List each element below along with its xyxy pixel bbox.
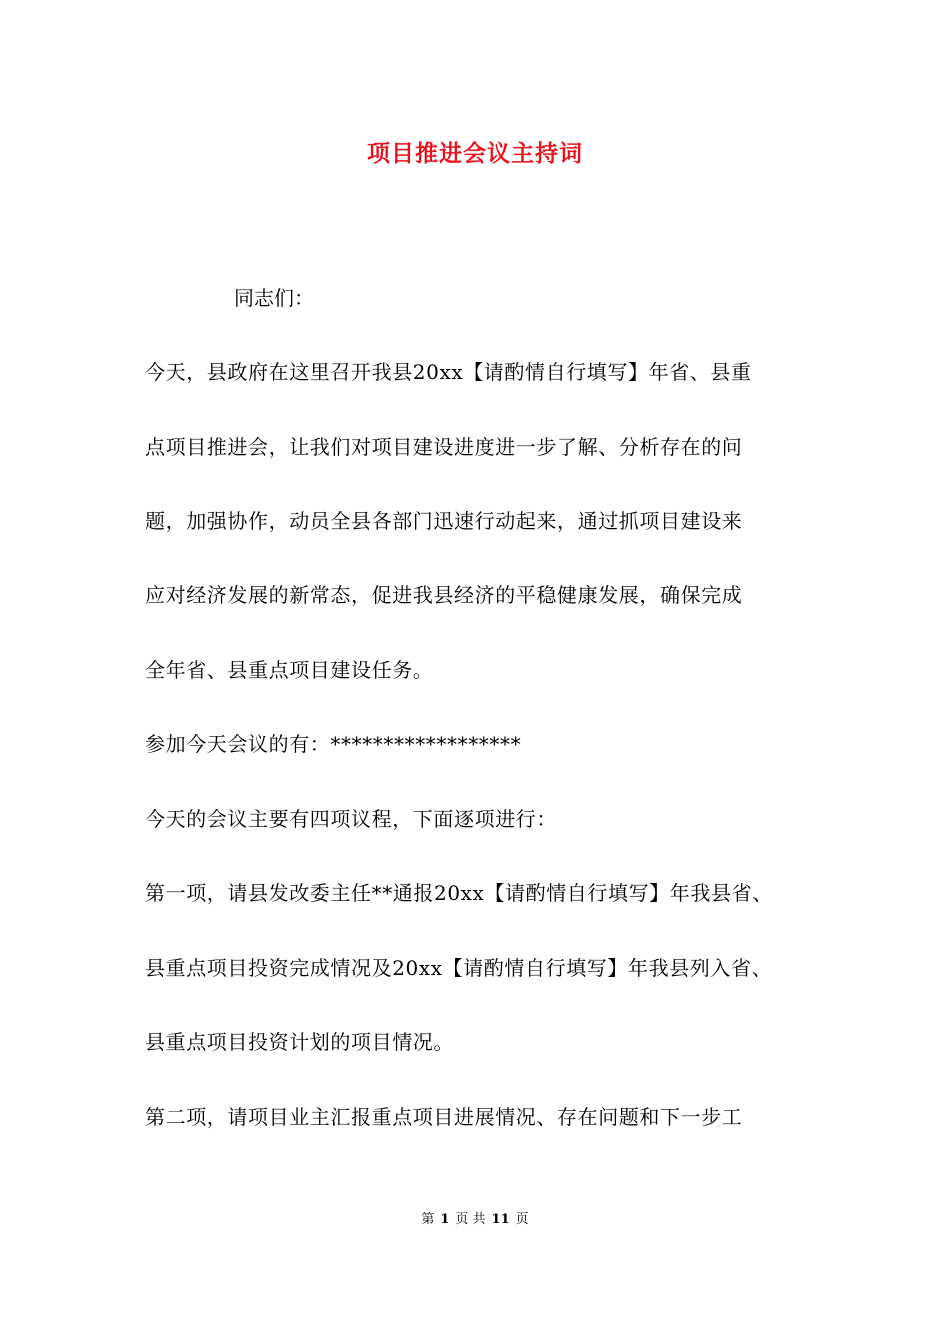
body-line: 今天的会议主要有四项议程，下面逐项进行： (145, 807, 557, 831)
document-title: 项目推进会议主持词 (367, 140, 583, 167)
body-line: 今天，县政府在这里召开我县20xx【请酌情自行填写】年省、县重 (145, 360, 752, 384)
body-line: 参加今天会议的有：****************** (145, 732, 522, 756)
body-line: 应对经济发展的新常态，促进我县经济的平稳健康发展，确保完成 (145, 583, 743, 607)
page-footer (0, 1208, 950, 1227)
body-line: 第一项，请县发改委主任**通报20xx【请酌情自行填写】年我县省、 (145, 881, 773, 905)
body-line: 第二项，请项目业主汇报重点项目进展情况、存在问题和下一步工 (145, 1105, 743, 1129)
body-line: 县重点项目投资完成情况及20xx【请酌情自行填写】年我县列入省、 (145, 956, 773, 980)
footer-prefix: 第 (421, 1212, 435, 1227)
body-line: 点项目推进会，让我们对项目建设进度进一步了解、分析存在的问 (145, 435, 743, 459)
body-line: 全年省、县重点项目建设任务。 (145, 658, 434, 682)
total-page-count: 11 (491, 1212, 510, 1227)
salutation: 同志们： (234, 286, 314, 310)
body-line: 题，加强协作，动员全县各部门迅速行动起来，通过抓项目建设来 (145, 509, 743, 533)
footer-middle: 页 共 (455, 1212, 486, 1227)
footer-suffix: 页 (515, 1212, 529, 1227)
body-line: 县重点项目投资计划的项目情况。 (145, 1030, 454, 1054)
current-page-number: 1 (440, 1212, 450, 1227)
